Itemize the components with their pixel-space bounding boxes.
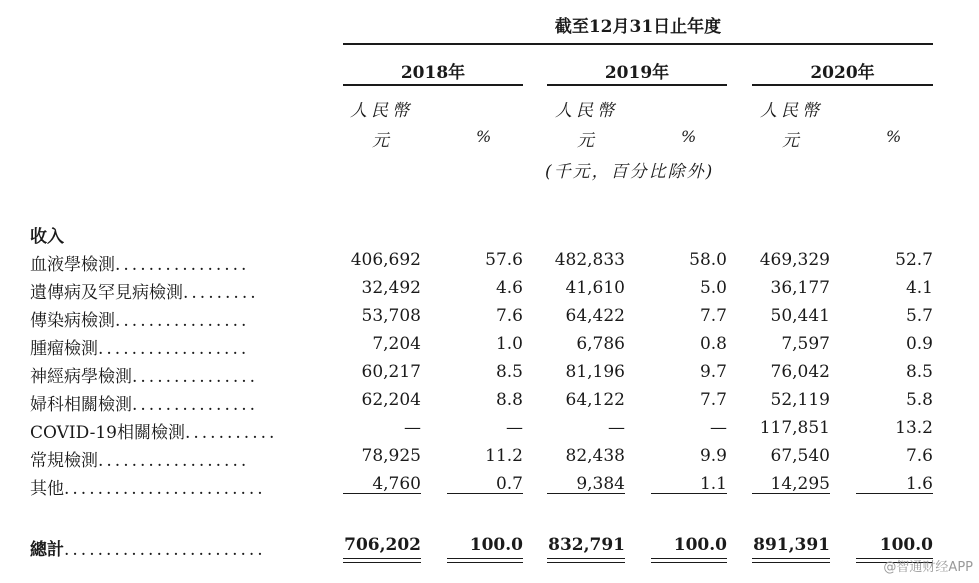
row-label (30, 306, 249, 331)
percent-label-2019: % (681, 127, 697, 146)
amount-cell: 9,384 (576, 474, 625, 494)
amount-cell: 53,708 (361, 306, 421, 326)
row-label-text: 傳染病檢測 (30, 311, 115, 331)
percent-cell: 4.6 (495, 278, 523, 298)
total-percent-cell: 100.0 (673, 535, 727, 555)
percent-cell: 7.6 (495, 306, 523, 326)
leader-dots: ........................ (64, 479, 266, 499)
percent-cell: — (506, 418, 523, 438)
percent-cell: 4.1 (905, 278, 933, 298)
leader-dots: .................. (98, 339, 250, 359)
subtotal-rule (447, 493, 523, 494)
percent-label-2018: % (476, 127, 492, 146)
row-label (30, 390, 258, 415)
leader-dots: ........... (184, 423, 278, 443)
row-label-text: 腫瘤檢測 (30, 339, 98, 359)
percent-cell: 7.6 (905, 446, 933, 466)
row-label (30, 362, 258, 387)
header-rule (343, 43, 933, 45)
total-underline (752, 562, 830, 563)
row-label-text: 常規檢測 (30, 451, 98, 471)
amount-cell: 406,692 (350, 250, 421, 270)
amount-cell: 64,122 (565, 390, 625, 410)
percent-cell: 5.0 (699, 278, 727, 298)
percent-cell: 1.6 (905, 474, 933, 494)
total-amount-cell: 891,391 (753, 535, 830, 555)
amount-cell: — (404, 418, 421, 438)
amount-cell: 6,786 (576, 334, 625, 354)
amount-cell: 67,540 (770, 446, 830, 466)
percent-cell: 11.2 (485, 446, 523, 466)
amount-cell: 64,422 (565, 306, 625, 326)
year-2020-heading: 2020年 (810, 63, 875, 83)
subtotal-rule (547, 493, 625, 494)
total-underline (343, 558, 421, 559)
year-2019-heading: 2019年 (604, 63, 670, 83)
row-label-text: 婦科相關檢測 (30, 395, 132, 415)
section-title-revenue: 收入 (30, 227, 64, 247)
total-label (30, 535, 266, 560)
percent-cell: 0.8 (699, 334, 727, 354)
leader-dots: ........................ (64, 540, 266, 560)
row-label-text: 神經病學檢測 (30, 367, 132, 387)
percent-cell: 7.7 (699, 390, 727, 410)
row-label-text: 遺傳病及罕見病檢測 (30, 283, 183, 303)
total-underline (651, 562, 727, 563)
amount-cell: 76,042 (770, 362, 830, 382)
amount-cell: 14,295 (770, 474, 830, 494)
watermark: @智通财经APP (883, 560, 973, 575)
amount-cell: 81,196 (565, 362, 625, 382)
total-underline (447, 562, 523, 563)
row-label (30, 250, 249, 275)
percent-cell: 1.1 (699, 474, 727, 494)
year-rule-2019 (547, 84, 727, 86)
percent-cell: 0.7 (495, 474, 523, 494)
row-label-text: COVID-19相關檢測 (30, 423, 185, 443)
subtotal-rule (651, 493, 727, 494)
total-underline (752, 558, 830, 559)
unit-label-2018: 元 (372, 131, 393, 151)
percent-cell: 0.9 (905, 334, 933, 354)
leader-dots: ................ (115, 311, 250, 331)
unit-label-2020: 元 (782, 131, 803, 151)
amount-cell: — (608, 418, 625, 438)
percent-cell: 9.9 (699, 446, 727, 466)
percent-cell: 8.5 (495, 362, 523, 382)
percent-cell: 58.0 (689, 250, 727, 270)
leader-dots: ............... (132, 367, 259, 387)
row-label (30, 474, 266, 499)
total-underline (651, 558, 727, 559)
row-label (30, 278, 259, 303)
percent-cell: — (710, 418, 727, 438)
amount-cell: 60,217 (361, 362, 421, 382)
amount-cell: 482,833 (554, 250, 625, 270)
total-underline (547, 562, 625, 563)
percent-cell: 57.6 (485, 250, 523, 270)
year-2018-heading: 2018年 (400, 63, 466, 83)
row-label (30, 446, 249, 471)
unit-note: (千元，百分比除外) (545, 162, 715, 182)
subtotal-rule (752, 493, 830, 494)
total-underline (547, 558, 625, 559)
row-label-text: 血液學檢測 (30, 255, 115, 275)
amount-cell: 7,204 (372, 334, 421, 354)
amount-cell: 32,492 (361, 278, 421, 298)
leader-dots: .................. (98, 451, 250, 471)
amount-cell: 469,329 (759, 250, 830, 270)
amount-cell: 41,610 (565, 278, 625, 298)
total-amount-cell: 832,791 (548, 535, 625, 555)
amount-cell: 62,204 (361, 390, 421, 410)
total-underline (343, 562, 421, 563)
total-percent-cell: 100.0 (469, 535, 523, 555)
percent-cell: 7.7 (699, 306, 727, 326)
total-label-text: 總計 (30, 540, 64, 560)
leader-dots: ............... (132, 395, 259, 415)
amount-cell: 52,119 (770, 390, 830, 410)
subtotal-rule (856, 493, 933, 494)
percent-cell: 13.2 (895, 418, 933, 438)
amount-cell: 4,760 (372, 474, 421, 494)
amount-cell: 36,177 (770, 278, 830, 298)
percent-cell: 9.7 (699, 362, 727, 382)
amount-cell: 50,441 (770, 306, 830, 326)
row-label (30, 418, 277, 443)
amount-cell: 7,597 (781, 334, 830, 354)
leader-dots: ................ (115, 255, 250, 275)
total-percent-cell: 100.0 (879, 535, 933, 555)
amount-cell: 117,851 (759, 418, 830, 438)
percent-cell: 52.7 (895, 250, 933, 270)
percent-cell: 8.8 (495, 390, 523, 410)
percent-cell: 5.7 (905, 306, 933, 326)
period-title: 截至12月31日止年度 (554, 17, 722, 37)
currency-label-2020: 人民幣 (760, 101, 823, 121)
currency-label-2019: 人民幣 (555, 101, 618, 121)
percent-cell: 5.8 (905, 390, 933, 410)
amount-cell: 82,438 (565, 446, 625, 466)
percent-cell: 1.0 (495, 334, 523, 354)
row-label-text: 其他 (30, 479, 64, 499)
total-amount-cell: 706,202 (344, 535, 421, 555)
percent-cell: 8.5 (905, 362, 933, 382)
percent-label-2020: % (886, 127, 902, 146)
year-rule-2020 (752, 84, 933, 86)
subtotal-rule (343, 493, 421, 494)
unit-label-2019: 元 (577, 131, 598, 151)
row-label (30, 334, 249, 359)
year-rule-2018 (343, 84, 523, 86)
leader-dots: ......... (183, 283, 259, 303)
currency-label-2018: 人民幣 (350, 101, 413, 121)
amount-cell: 78,925 (361, 446, 421, 466)
total-underline (447, 558, 523, 559)
